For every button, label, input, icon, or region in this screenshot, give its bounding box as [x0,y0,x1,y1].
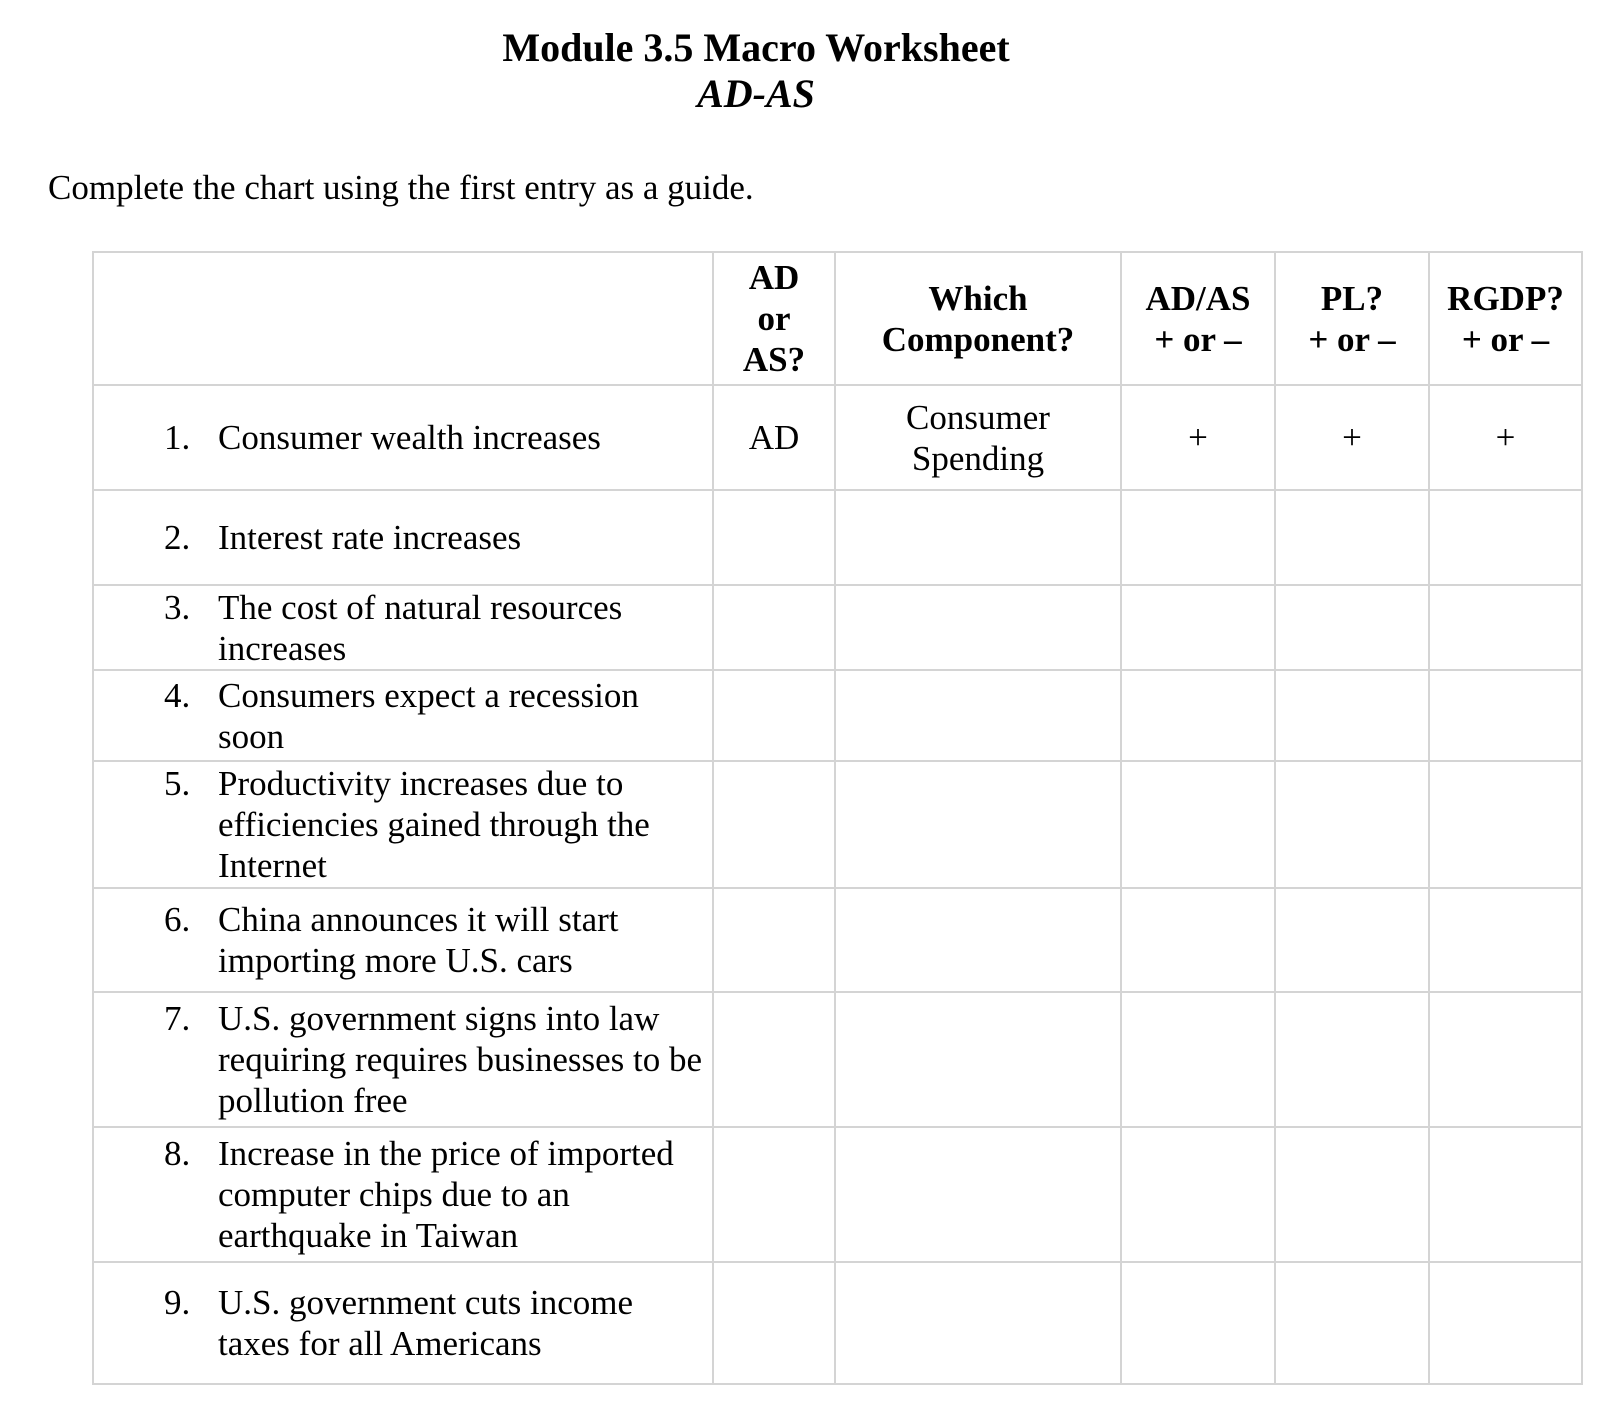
event-number: 3. [164,587,191,627]
event-cell [93,490,713,585]
component-cell[interactable] [835,992,1121,1127]
rgdp-change-cell[interactable] [1429,490,1582,585]
table-row [93,490,1582,585]
ad-as-change-cell[interactable] [1121,761,1275,888]
ad-as-cell[interactable] [713,888,835,992]
header-which-component-line: Component? [881,319,1075,359]
pl-change-cell[interactable]: + [1275,385,1429,490]
event-text: China announces it will start importing more U.S. cars [218,900,619,980]
component-text: Consumer Spending [906,397,1050,478]
event-number: 2. [164,518,191,557]
event-text: The cost of natural resources increases [218,587,623,668]
event-text: Consumer wealth increases [218,418,601,457]
ad-as-cell[interactable] [713,761,835,888]
rgdp-change-cell[interactable] [1429,1127,1582,1262]
component-cell[interactable] [835,490,1121,585]
header-pl-change [1275,252,1429,385]
pl-change-cell[interactable] [1275,1262,1429,1384]
header-pl-change-line: + or – [1308,319,1396,359]
component-cell[interactable] [835,888,1121,992]
event-number: 7. [164,999,191,1038]
event-cell [93,385,713,490]
ad-as-change-cell[interactable] [1121,490,1275,585]
header-rgdp-change-line: RGDP? [1447,278,1564,318]
pl-change-cell[interactable] [1275,1127,1429,1262]
table-row [93,888,1582,992]
rgdp-change-cell[interactable] [1429,670,1582,761]
table-row [93,385,1582,490]
event-cell [93,1127,713,1262]
event-cell [93,888,713,992]
header-ad-or-as [713,252,835,385]
pl-change-cell[interactable] [1275,888,1429,992]
rgdp-change-cell[interactable]: + [1429,385,1582,490]
event-cell [93,992,713,1127]
event-number: 6. [164,900,191,939]
event-number: 4. [164,675,191,715]
event-cell [93,670,713,761]
ad-as-change-cell[interactable] [1121,992,1275,1127]
event-cell [93,585,713,670]
event-text: Increase in the price of imported computer chips due to an earthquake in Taiwan [218,1134,674,1255]
header-which-component [835,252,1121,385]
component-cell[interactable] [835,585,1121,670]
header-ad-or-as-line: or [757,299,791,338]
rgdp-change-cell[interactable] [1429,1262,1582,1384]
header-event-blank [93,252,713,385]
header-rgdp-change [1429,252,1582,385]
header-row [93,252,1582,385]
event-cell [93,761,713,888]
event-number: 8. [164,1134,191,1173]
event-text: Productivity increases due to efficiencies gained through the Internet [218,764,650,885]
event-number: 1. [164,418,191,457]
ad-as-cell[interactable]: AD [713,385,835,490]
rgdp-change-cell[interactable] [1429,761,1582,888]
ad-as-change-cell[interactable] [1121,888,1275,992]
ad-as-change-cell[interactable] [1121,1262,1275,1384]
component-cell[interactable] [835,1262,1121,1384]
pl-change-cell[interactable] [1275,992,1429,1127]
pl-change-cell[interactable] [1275,670,1429,761]
header-ad-or-as-line: AD [748,258,800,297]
header-ad-as-change-line: + or – [1154,319,1242,359]
instructions: Complete the chart using the first entry as a guide. [48,168,754,207]
page-subtitle: AD-AS [697,71,815,116]
table-row [93,761,1582,888]
component-cell[interactable] [835,761,1121,888]
event-text: U.S. government cuts income taxes for all Americans [218,1283,634,1363]
component-cell[interactable] [835,385,1121,490]
ad-as-cell[interactable] [713,992,835,1127]
ad-as-change-cell[interactable] [1121,670,1275,761]
header-ad-as-change-line: AD/AS [1145,278,1251,318]
ad-as-change-cell[interactable]: + [1121,385,1275,490]
event-cell [93,1262,713,1384]
page-title: Module 3.5 Macro Worksheet [502,25,1010,70]
header-ad-or-as-line: AS? [742,340,806,379]
table-row [93,992,1582,1127]
ad-as-cell[interactable] [713,1262,835,1384]
event-text: U.S. government signs into law requiring requires businesses to be pollution free [218,999,703,1120]
ad-as-chart [92,251,1583,1385]
event-text: Consumers expect a recession soon [218,675,639,756]
component-cell[interactable] [835,1127,1121,1262]
header-pl-change-line: PL? [1320,278,1384,318]
ad-as-cell[interactable] [713,585,835,670]
pl-change-cell[interactable] [1275,585,1429,670]
header-rgdp-change-line: + or – [1461,319,1550,359]
table-row [93,1262,1582,1384]
ad-as-change-cell[interactable] [1121,585,1275,670]
event-number: 5. [164,764,191,803]
table-row [93,670,1582,761]
rgdp-change-cell[interactable] [1429,585,1582,670]
pl-change-cell[interactable] [1275,761,1429,888]
table-row [93,585,1582,670]
event-number: 9. [164,1283,191,1322]
header-ad-as-change [1121,252,1275,385]
rgdp-change-cell[interactable] [1429,992,1582,1127]
ad-as-cell[interactable] [713,1127,835,1262]
header-which-component-line: Which [928,278,1028,318]
event-text: Interest rate increases [218,518,522,557]
pl-change-cell[interactable] [1275,490,1429,585]
ad-as-cell[interactable] [713,490,835,585]
table-row [93,1127,1582,1262]
rgdp-change-cell[interactable] [1429,888,1582,992]
ad-as-cell[interactable] [713,670,835,761]
ad-as-change-cell[interactable] [1121,1127,1275,1262]
component-cell[interactable] [835,670,1121,761]
